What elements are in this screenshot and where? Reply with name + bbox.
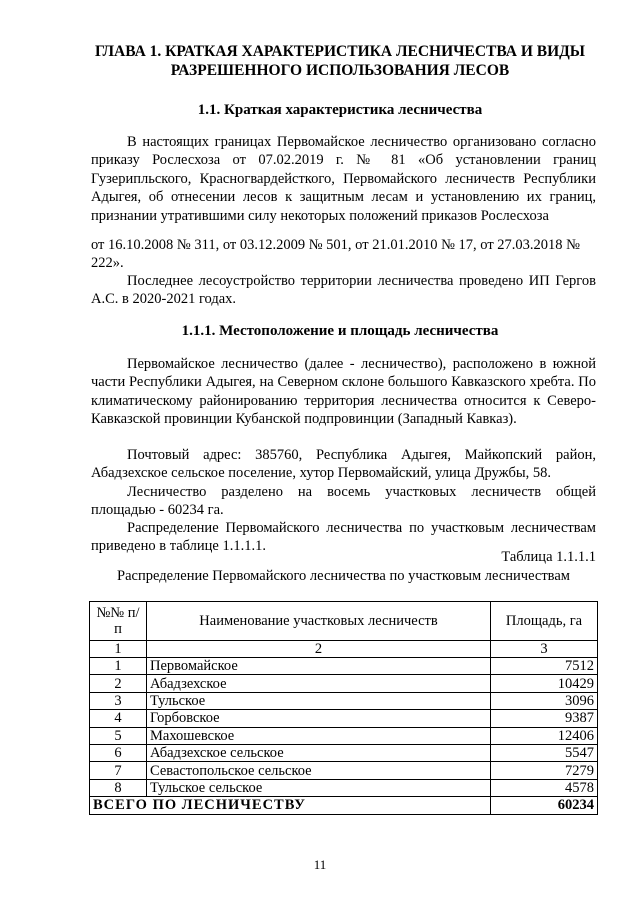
row-name: Абадзехское сельское <box>147 744 491 761</box>
column-number-row <box>90 641 598 658</box>
table-row <box>90 744 598 761</box>
header-area: Площадь, га <box>491 602 598 641</box>
row-area: 9387 <box>491 710 598 727</box>
table-row <box>90 727 598 744</box>
table-row <box>90 658 598 675</box>
column-number: 2 <box>147 641 491 658</box>
forestry-distribution-table <box>89 601 598 815</box>
header-num: №№ п/п <box>90 602 147 641</box>
table-row <box>90 692 598 709</box>
row-num: 3 <box>90 692 147 709</box>
page-number: 11 <box>313 857 327 872</box>
chapter-title: ГЛАВА 1. КРАТКАЯ ХАРАКТЕРИСТИКА ЛЕСНИЧЕСТВА И ВИДЫ РАЗРЕШЕННОГО ИСПОЛЬЗОВАНИЯ ЛЕСОВ <box>94 43 586 79</box>
row-area: 7279 <box>491 762 598 779</box>
column-number: 3 <box>491 641 598 658</box>
table-number: Таблица 1.1.1.1 <box>501 549 596 565</box>
table-row <box>90 779 598 796</box>
table-header-row <box>90 602 598 641</box>
row-area: 5547 <box>491 744 598 761</box>
row-name: Горбовское <box>147 710 491 727</box>
row-area: 3096 <box>491 692 598 709</box>
table-row <box>90 710 598 727</box>
row-num: 7 <box>90 762 147 779</box>
row-area: 12406 <box>491 727 598 744</box>
row-num: 8 <box>90 779 147 796</box>
paragraph-forest-inventory: Последнее лесоустройство территории лесничества проведено ИП Гергов А.С. в 2020-2021 годах. <box>91 273 596 308</box>
section-title-1-1: 1.1. Краткая характеристика лесничества <box>197 102 483 118</box>
section-title-1-1-1: 1.1.1. Местоположение и площадь лесничества <box>181 323 499 339</box>
row-name: Абадзехское <box>147 675 491 692</box>
row-num: 5 <box>90 727 147 744</box>
total-label: ВСЕГО ПО ЛЕСНИЧЕСТВУ <box>90 797 491 814</box>
paragraph-distribution: Распределение Первомайского лесничества по участковым лесничествам приведено в таблице 1.1.1.1. <box>91 520 596 555</box>
row-name: Тульское <box>147 692 491 709</box>
row-num: 1 <box>90 658 147 675</box>
row-name: Тульское сельское <box>147 779 491 796</box>
table-row <box>90 675 598 692</box>
row-name: Махошевское <box>147 727 491 744</box>
paragraph-location: Первомайское лесничество (далее - лесничество), расположено в южной части Республики Адыгея, на Северном склоне большого Кавказского хребта. По климатическому районированию территория лесничества относится к Северо-Кавказской провинции Кубанской подпровинции (Западный Кавказ). <box>91 356 596 428</box>
table-row <box>90 762 598 779</box>
row-area: 10429 <box>491 675 598 692</box>
row-num: 6 <box>90 744 147 761</box>
column-number: 1 <box>90 641 147 658</box>
total-area: 60234 <box>491 797 598 814</box>
row-area: 7512 <box>491 658 598 675</box>
paragraph-address: Почтовый адрес: 385760, Республика Адыгея, Майкопский район, Абадзехское сельское поселение, хутор Первомайский, улица Дружбы, 58. <box>91 447 596 482</box>
row-num: 4 <box>90 710 147 727</box>
paragraph-area: Лесничество разделено на восемь участковых лесничеств общей площадью - 60234 га. <box>91 484 596 519</box>
table-caption: Распределение Первомайского лесничества по участковым лесничествам <box>117 568 570 584</box>
row-name: Севастопольское сельское <box>147 762 491 779</box>
row-area: 4578 <box>491 779 598 796</box>
table-total-row <box>90 797 598 814</box>
row-num: 2 <box>90 675 147 692</box>
paragraph-order: В настоящих границах Первомайское лесничество организовано согласно приказу Рослесхоза от 07.02.2019 г. № 81 «Об установлении границ Гузерипльского, Красногвардейсткого, Первомайского лесничеств Республики Адыгея, об отнесении лесов к защитным лесам и установлению их границ, признании утратившими силу некоторых положений приказов Рослесхоза <box>91 134 596 224</box>
row-name: Первомайское <box>147 658 491 675</box>
paragraph-order-continued: от 16.10.2008 № 311, от 03.12.2009 № 501, от 21.01.2010 № 17, от 27.03.2018 № 222». <box>91 237 581 272</box>
header-name: Наименование участковых лесничеств <box>147 602 491 641</box>
